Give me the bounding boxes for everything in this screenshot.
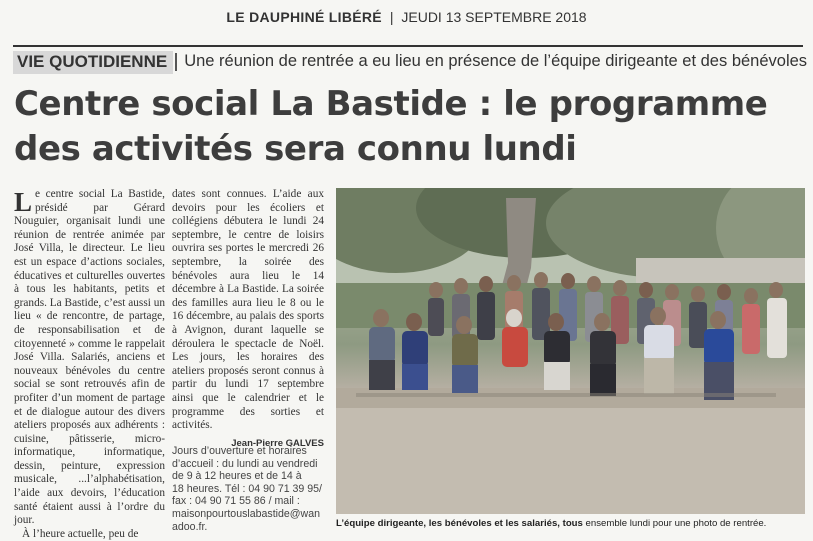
drop-cap: L	[14, 187, 33, 217]
newspaper-name: LE DAUPHINÉ LIBÉRÉ	[226, 9, 382, 25]
column-1-last-line: À l’heure actuelle, peu de	[22, 527, 139, 540]
publication-date: JEUDI 13 SEPTEMBRE 2018	[401, 9, 587, 25]
masthead-separator: |	[389, 9, 394, 25]
group-photo-illustration	[336, 188, 805, 514]
caption-bold: L’équipe dirigeante, les bénévoles et les salariés, tous	[336, 518, 583, 529]
byline: Jean-Pierre GALVES	[231, 437, 324, 449]
masthead	[0, 9, 813, 25]
caption-text: ensemble lundi pour une photo de rentrée.	[582, 518, 767, 529]
info-line: maisonpourtouslabastide@wan	[172, 507, 320, 520]
article-paragraph-1	[14, 188, 165, 528]
info-box	[172, 445, 327, 533]
info-line: d’accueil : du lundi au vendredi	[172, 457, 318, 470]
article-column-2	[172, 188, 324, 450]
section-tag: VIE QUOTIDIENNE	[13, 51, 173, 74]
headline-line-1: Centre social La Bastide : le programme	[14, 84, 768, 124]
info-line: 18 heures. Tél : 04 90 71 39 95/	[172, 482, 322, 495]
article-column-1	[14, 188, 165, 541]
headline-line-2: des activités sera connu lundi	[14, 129, 577, 169]
column-2-text: dates sont connues. L’aide aux devoirs pour les écoliers et collégiens débutera le lundi 24 septembre, le centre de loisirs ouvrira ses portes le mercredi 26 septembre, la soirée des bénévoles aura lieu le 14 décembre à La Bastide. La soirée des familles aura lieu le 8 ou le 16 décembre, au palais des sports à Avignon, durant laquelle se déroulera le spectacle de Noël. Les jours, les horaires des ateliers proposés seront connus à partir du lundi 17 septembre ainsi que le calendrier et le programme des sorties et activités.	[172, 188, 324, 432]
article-headline	[14, 82, 804, 172]
section-subtitle: Une réunion de rentrée a eu lieu en présence de l’équipe dirigeante et des bénévoles	[184, 52, 808, 70]
section-divider	[175, 53, 177, 71]
info-line: fax : 04 90 71 55 86 / mail :	[172, 495, 300, 508]
column-1-text: e centre social La Bastide, présidé par Gérard Nouguier, organisait lundi une réunion de rentrée animée par José Villa, le directeur. Le lieu est un espace d’actions sociales, éducatives et culturelles ouvertes à tous les habitants, petits et grands. La Bastide, c’est aussi un lieu « de rencontre, de partage, de responsabilisation et de citoyenneté » comme le rappelait José Villa. Salariés, anciens et nouveaux bénévoles du centre social se sont retrouvés afin de profiter d’un moment de partage et de dialogue autour des divers ateliers proposés aux adhérents : cuisine, pâtisserie, micro-informatique, informatique, dessin, peinture, expression musicale, ...l’alphabétisation, l’aide aux devoirs, l’éducation santé étaient aussi à l’ordre du jour.	[14, 188, 165, 527]
section-header	[13, 51, 808, 73]
info-line: adoo.fr.	[172, 520, 208, 533]
photo-caption	[336, 518, 806, 529]
group-photo	[336, 188, 805, 514]
info-line: de 9 à 12 heures et de 14 à	[172, 470, 302, 483]
info-line: Jours d’ouverture et horaires	[172, 445, 307, 457]
top-rule	[13, 45, 803, 47]
